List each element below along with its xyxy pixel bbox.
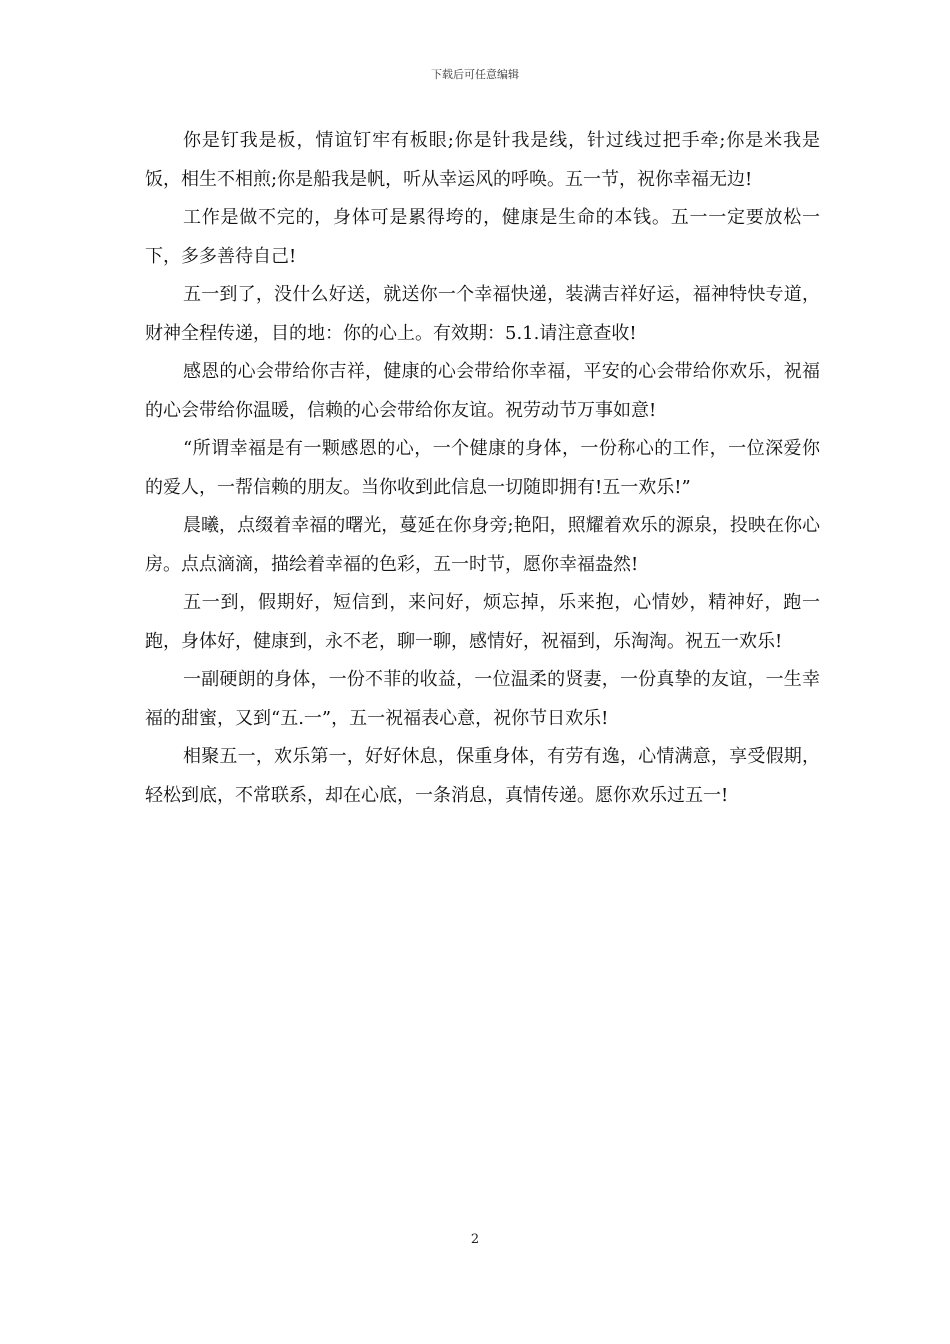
page-header-note: 下载后可任意编辑 bbox=[431, 68, 519, 81]
paragraph: 感恩的心会带给你吉祥，健康的心会带给你幸福，平安的心会带给你欢乐，祝福的心会带给你温暖，信赖的心会带给你友谊。祝劳动节万事如意! bbox=[145, 361, 820, 421]
paragraph: 一副硬朗的身体，一份不菲的收益，一位温柔的贤妻，一份真挚的友谊，一生幸福的甜蜜，又到“五.一”，五一祝福表心意，祝你节日欢乐! bbox=[145, 669, 820, 729]
document-body bbox=[145, 122, 820, 815]
page-number: 2 bbox=[470, 1232, 480, 1247]
paragraph: 你是钉我是板，情谊钉牢有板眼;你是针我是线，针过线过把手牵;你是米我是饭，相生不相煎;你是船我是帆，听从幸运风的呼唤。五一节，祝你幸福无边! bbox=[145, 130, 820, 190]
paragraph: 相聚五一，欢乐第一，好好休息，保重身体，有劳有逸，心情满意，享受假期，轻松到底，不常联系，却在心底，一条消息，真情传递。愿你欢乐过五一! bbox=[145, 746, 820, 806]
paragraph: 工作是做不完的，身体可是累得垮的，健康是生命的本钱。五一一定要放松一下，多多善待自己! bbox=[145, 207, 820, 267]
paragraph: 五一到，假期好，短信到，来问好，烦忘掉，乐来抱，心情妙，精神好，跑一跑，身体好，健康到，永不老，聊一聊，感情好，祝福到，乐淘淘。祝五一欢乐! bbox=[145, 592, 820, 652]
paragraph: 五一到了，没什么好送，就送你一个幸福快递，装满吉祥好运，福神特快专道，财神全程传递，目的地：你的心上。有效期：5.1.请注意查收! bbox=[145, 284, 820, 344]
paragraph: 晨曦，点缀着幸福的曙光，蔓延在你身旁;艳阳，照耀着欢乐的源泉，投映在你心房。点点滴滴，描绘着幸福的色彩，五一时节，愿你幸福盎然! bbox=[145, 515, 820, 575]
paragraph: “所谓幸福是有一颗感恩的心，一个健康的身体，一份称心的工作，一位深爱你的爱人，一帮信赖的朋友。当你收到此信息一切随即拥有!五一欢乐!” bbox=[145, 438, 820, 498]
